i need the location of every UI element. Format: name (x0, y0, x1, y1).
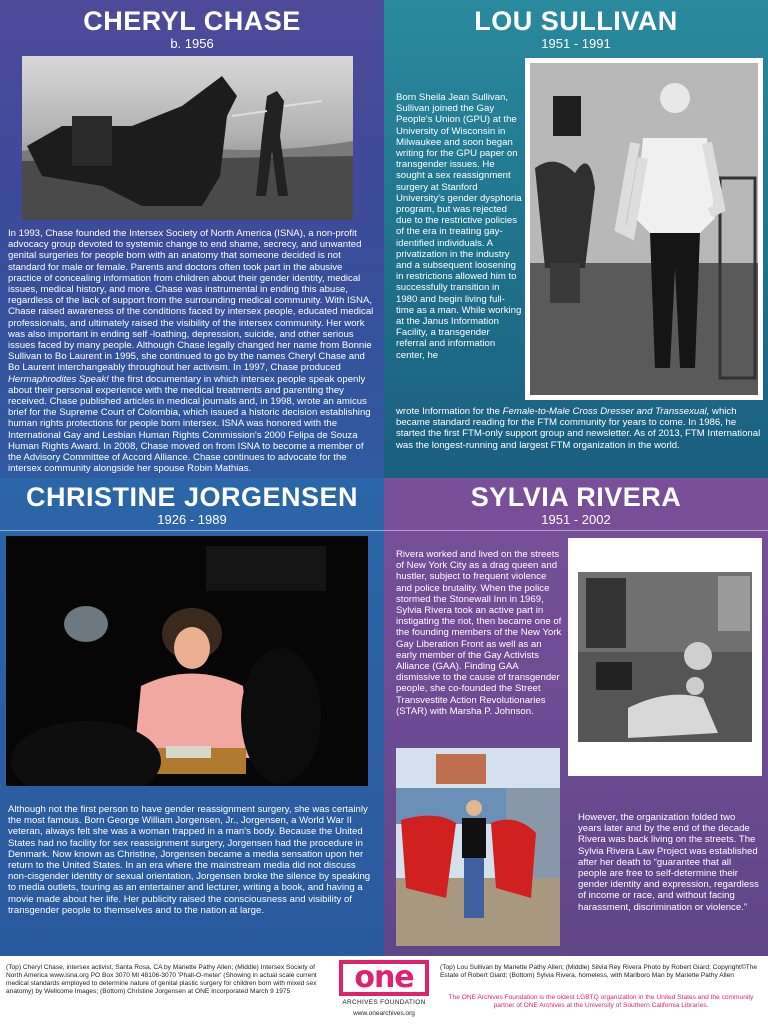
panel-bio-full (396, 406, 762, 451)
logo-subtitle: ARCHIVES FOUNDATION (342, 999, 426, 1006)
panel-years: 1926 - 1989 (157, 512, 227, 527)
panel-name: CHRISTINE JORGENSEN (25, 482, 359, 512)
panel-lou-sullivan (384, 0, 768, 478)
panel-name: SYLVIA RIVERA (470, 482, 682, 512)
photo-image (568, 538, 762, 776)
bio-text-continued: which became standard reading for the FTM community for years to come. In 1986, he started the first FTM-only support group and newsletter. As of 2013, FTM International was the longest-running and largest FTM organization in the world. (396, 406, 761, 451)
bio-text-continued: the first documentary in which intersex people speak openly about their personal experience with the medical treatments and parenting they received. Chase published articles in medical journals and, in 1998, wrote an amicus brief for the Supreme Court of Colombia, which issued a historic decision establishing human rights protections for people born intersex. ISNA was honored with the International Gay and Lesbian Human Rights Commission's 2000 Felipa de Souza Human Rights Award. In 2008, Chase moved on from ISNA to become a member of the Advisory Committee of Accord Alliance. Chase continues to advocate for the intersex community alongside her spouse Robin Mathias. (8, 373, 371, 475)
publication-title: Female-to-Male Cross Dresser and Transsexual, (502, 406, 710, 417)
panel-years: 1951 - 2002 (541, 512, 611, 527)
photo-christine-jorgensen (6, 536, 368, 786)
photo-credits-left: (Top) Cheryl Chase, intersex activist, Santa Rosa, CA by Mariette Pathy Allen; (Middle) Intersex Society of North America www.isna.org PO Box 3070 MI 48106-3070 'Phall-O-meter' (Showing in actual scale current medical standards employed to determine nature of genital plastic surgery for children born with mixed sex anatomy) by Wellcome Images; (Bottom) Christine Jorgensen at ONE Incorporated March 9 1975 (6, 964, 317, 995)
photo-lou-sullivan (525, 58, 763, 400)
photo-cheryl-chase-horse (22, 56, 353, 220)
panel-years: b. 1956 (170, 36, 214, 51)
website-link[interactable]: www.onearchives.org (353, 1010, 415, 1017)
bio-text: wrote Information for the (396, 406, 503, 417)
logo-wordmark: one (354, 960, 414, 995)
one-logo[interactable] (339, 960, 429, 996)
panel-bio-side: Born Sheila Jean Sullivan, Sullivan joined the Gay People's Union (GPU) at the University of Wisconsin in Milwaukee and soon began writing for the GPU paper on transgender issues. He sought a sex reassignment surgery at Stanford University's gender dysphoria program, but was rejected due to the restrictive policies of the era in treating gay-identified individuals. A privatization in the industry and a subsequent loosening in restrictions allowed him to successfully transition in 1980 and begin living full-time as a man. While working at the Janus Information Facility, a transgender referral and information center, he (396, 92, 522, 361)
photo-sylvia-rivera-marlboro (396, 748, 560, 946)
photo-image (22, 56, 353, 220)
footer (0, 956, 768, 1024)
panel-name: CHERYL CHASE (83, 6, 301, 36)
panel-bio-bottom: However, the organization folded two years later and by the end of the decade Rivera was back living on the streets. The Sylvia Rivera Law Project was established after her death to “guarantee that all people are free to self-determine their gender identity and expression, regardless of income or race, and without facing harassment, discrimination or violence.” (578, 812, 759, 913)
photo-image (6, 536, 368, 786)
panel-christine-jorgensen (0, 478, 384, 956)
photo-sylvia-rivera-room (568, 538, 762, 776)
panel-header (0, 482, 384, 527)
panel-bio: Although not the first person to have gender reassignment surgery, she was certainly the most famous. Born George William Jorgensen, Jr., Jorgensen, a World War II veteran, always felt she was a woman trapped in a man's body. Because the United States had no facility for sex reassignment surgery, Jorgensen had the procedure in Denmark. Now known as Christine, Jorgensen became a media sensation upon her return to the United States. In an era where the mainstream media did not discuss non-cisgender identity or sexual orientation, Jorgensen broke the silence by speaking to media outlets, touring as an entertainer and lecturer, writing a book, and having a movie made about her life. Her publicity raised the consciousness and visibility of transgender people to themselves and to the nation at large. (8, 804, 371, 916)
film-title: Hermaphrodites Speak! (8, 373, 109, 385)
panel-years: 1951 - 1991 (541, 36, 611, 51)
panel-header (384, 482, 768, 527)
panel-header (0, 6, 384, 51)
photo-image (525, 58, 763, 400)
photo-image (396, 748, 560, 946)
panel-bio (8, 228, 376, 474)
panel-cheryl-chase (0, 0, 384, 478)
panel-header (384, 6, 768, 51)
photo-credits-right: (Top) Lou Sullivan by Mariette Pathy Allen; (Middle) Silvia Rey Rivera Photo by Robert Giard; Copyright©The Estate of Robert Giard; (Bottom) Sylvia Rivera, homeless, with Marlboro Man by Mariette Pathy Allen (440, 964, 758, 979)
panel-name: LOU SULLIVAN (474, 6, 678, 36)
header-divider (384, 530, 768, 531)
panel-bio-top: Rivera worked and lived on the streets of New York City as a drag queen and hustler, subject to frequent violence and police brutality. When the police stormed the Stonewall Inn in 1969, Sylvia Rivera took an active part in instigating the riot, then became one of the founding members of the New York Gay Liberation Front as well as an early member of the Gay Activists Alliance (GAA). Finding GAA dismissive to the cause of transgender people, she co-founded the Street Transvestite Action Revolutionaries (STAR) with Marsha P. Johnson. (396, 549, 562, 717)
panel-sylvia-rivera (384, 478, 768, 956)
foundation-tagline: The ONE Archives Foundation is the oldest LGBTQ organization in the United States and the community partner of ONE Archives at the University of Southern California Libraries. (448, 994, 754, 1009)
header-divider (0, 530, 384, 531)
bio-text: In 1993, Chase founded the Intersex Society of North America (ISNA), a non-profit advocacy group devoted to systemic change to end shame, secrecy, and unwanted genital surgeries for people born with an anatomy that someone decided is not standard for male or female. Parents and doctors often took part in the abusive practice of concealing information from children about their gender identity, medical issues, medical history, and more. Chase was instrumental in ending this abuse, regardless of the lack of support from the surrounding medical community. With ISNA, Chase raised awareness of the conditions faced by intersex people, educated medical professionals, and ultimately raised the visibility of the intersex community. Her work was also important in ending self -loathing, depression, suicide, and other serious issues faced by many people. Although Chase legally changed her name from Bonnie Sullivan to Bo Laurent in 1995, she continued to go by the names Cheryl Chase and Bo Laurent interchangeably throughout her activism. In 1997, Chase produced (8, 228, 374, 374)
